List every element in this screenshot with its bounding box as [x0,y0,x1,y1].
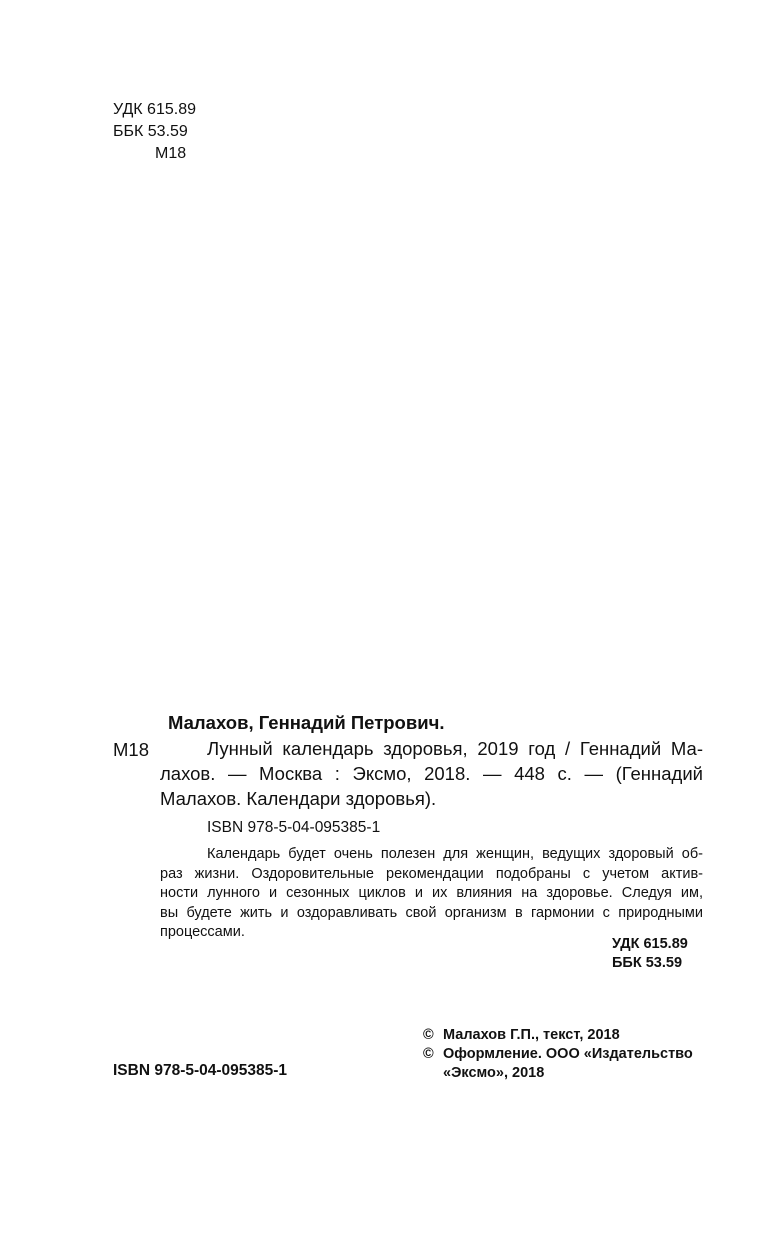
annotation-line: вы будете жить и оздоравливать свой организм в гармонии с природными [160,904,703,921]
annotation-line: Календарь будет очень полезен для женщин, ведущих здоровый об- [207,846,703,862]
copyright-design [423,1045,693,1065]
annotation [160,845,703,943]
copyright-author: Малахов Г.П., текст, 2018 [443,1027,620,1043]
description-line: Лунный календарь здоровья, 2019 год / Геннадий Ма- [207,738,703,759]
isbn-footer: ISBN 978-5-04-095385-1 [113,1062,288,1079]
annotation-line: раз жизни. Оздоровительные рекомендации подобраны с учетом актив- [160,865,703,882]
copyright-symbol: © [423,1046,434,1062]
annotation-line: ности лунного и сезонных циклов и их влияния на здоровье. Следуя им, [160,885,703,901]
udk-code-entry: УДК 615.89 [612,936,688,952]
copyright-text [423,1026,620,1046]
author-mark-top: М18 [155,145,187,162]
author-heading: Малахов, Геннадий Петрович. [168,712,445,733]
bbk-code-entry: ББК 53.59 [612,955,683,971]
description-line: лахов. — Москва : Эксмо, 2018. — 448 с. — (Геннадий [160,763,703,784]
description-line: Малахов. Календари здоровья). [160,788,437,809]
udk-code-top: УДК 615.89 [113,101,196,118]
copyright-symbol: © [423,1027,434,1043]
copyright-publisher-cont: «Эксмо», 2018 [443,1065,545,1081]
bibliographic-description [160,736,703,811]
bbk-code-top: ББК 53.59 [113,123,188,140]
annotation-line: процессами. [160,924,245,940]
entry-isbn: ISBN 978-5-04-095385-1 [207,819,381,836]
copyright-publisher: Оформление. ООО «Издательство [443,1046,693,1062]
entry-author-mark: М18 [113,739,149,760]
